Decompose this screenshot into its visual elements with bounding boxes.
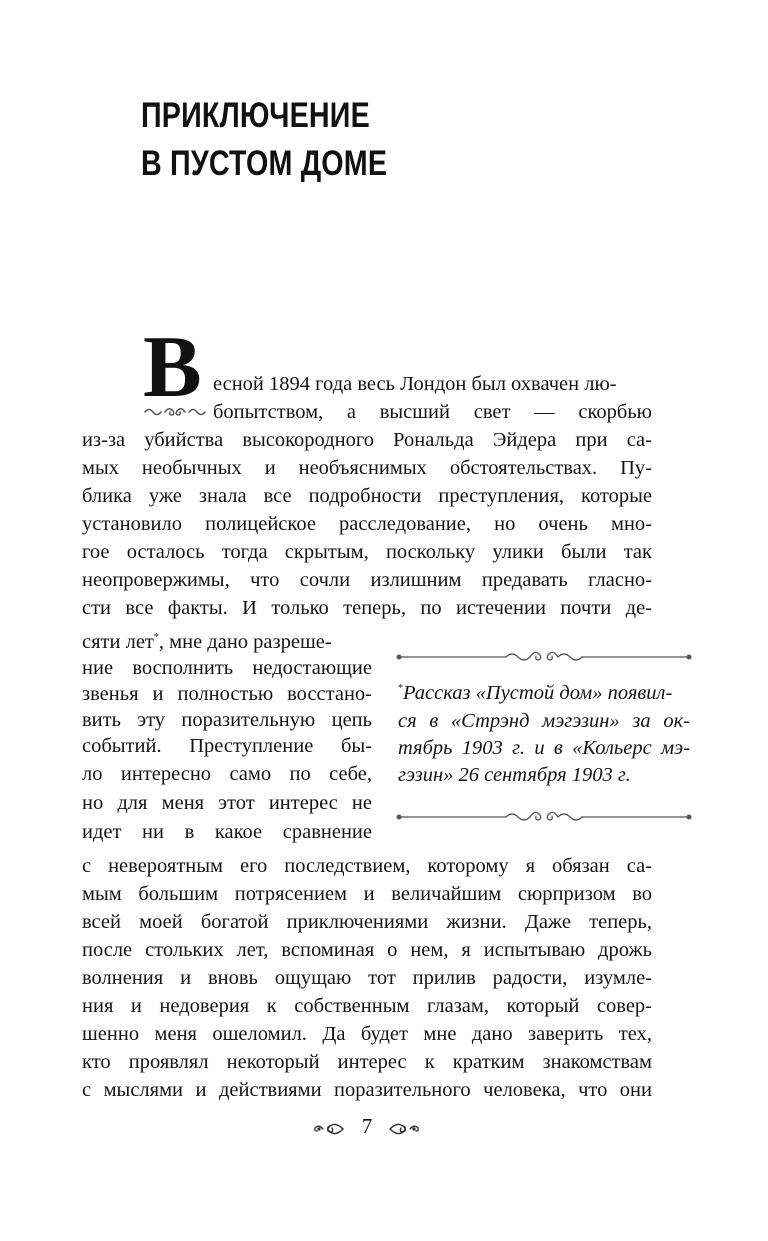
body-line-10 xyxy=(82,629,332,656)
body-line-7: гое осталось тогда скрытым, поскольку улики были так xyxy=(82,541,652,563)
footnote-reference[interactable]: * xyxy=(153,632,159,644)
body-line-19: мым большим потрясением и величайшим сюрпризом во xyxy=(82,883,652,905)
footnote-line-4: гэзин» 26 сентября 1903 г. xyxy=(398,764,631,786)
page-number-right-ornament-icon xyxy=(388,1117,420,1141)
body-line-16: но для меня этот интерес не xyxy=(82,792,372,814)
body-line-13: вить эту поразительную цепь xyxy=(82,709,372,731)
page-number-left-ornament-icon xyxy=(313,1117,345,1141)
body-line-15: ло интересно само по себе, xyxy=(82,763,372,785)
footnote-bottom-rule-ornament-icon xyxy=(396,808,692,826)
chapter-title-line-1: ПРИКЛЮЧЕНИЕ xyxy=(141,96,370,135)
body-line-14: событий. Преступление бы- xyxy=(82,735,372,757)
body-line-25: кто проявлял некоторый интерес к кратким знакомствам xyxy=(82,1051,652,1073)
footnote-marker: * xyxy=(398,683,403,695)
footnote-line-2: ся в «Стрэнд мэгэзин» за ок- xyxy=(398,710,690,732)
body-line-20: всей моей богатой приключениями жизни. Даже теперь, xyxy=(82,911,652,933)
footnote-line-1-text: Рассказ «Пустой дом» появил- xyxy=(403,682,673,704)
body-line-23: ния и недоверия к собственным глазам, который совер- xyxy=(82,995,652,1017)
body-line-10-rest: , мне дано разреше- xyxy=(158,631,332,653)
body-line-17: идет ни в какое сравнение xyxy=(82,821,372,843)
flourish-ornament-icon xyxy=(143,404,207,420)
footnote-line-3: тябрь 1903 г. и в «Кольерс мэ- xyxy=(398,737,690,759)
body-line-22: волнения и вновь ощущаю тот прилив радости, изумле- xyxy=(82,967,652,989)
body-line-12: звенья и полностью восстано- xyxy=(82,683,372,705)
body-line-26: с мыслями и действиями поразительного человека, что они xyxy=(82,1079,652,1101)
body-line-4: мых необычных и необъяснимых обстоятельствах. Пу- xyxy=(82,457,652,479)
chapter-title-line-2: В ПУСТОМ ДОМЕ xyxy=(141,144,388,183)
body-line-21: после стольких лет, вспоминая о нем, я испытываю дрожь xyxy=(82,939,652,961)
page-number: 7 xyxy=(361,1114,373,1138)
footnote-top-rule-ornament-icon xyxy=(396,648,692,666)
body-line-3: из-за убийства высокородного Рональда Эйдера при са- xyxy=(82,429,652,451)
body-line-5: блика уже знала все подробности преступления, которые xyxy=(82,485,652,507)
body-line-6: установило полицейское расследование, но очень мно- xyxy=(82,513,652,535)
body-line-2: бопытством, а высший свет — скорбью xyxy=(213,401,652,423)
body-line-24: шенно меня ошеломил. Да будет мне дано заверить тех, xyxy=(82,1023,652,1045)
body-line-18: с невероятным его последствием, которому я обязан са- xyxy=(82,855,652,877)
body-line-1: есной 1894 года весь Лондон был охвачен лю- xyxy=(213,373,617,395)
body-line-9: сти все факты. И только теперь, по истечении почти де- xyxy=(82,597,652,619)
footnote-line-1 xyxy=(398,680,672,707)
chapter-title xyxy=(141,92,441,188)
body-line-11: ние восполнить недостающие xyxy=(82,657,372,679)
body-line-8: неопровержимы, что сочли излишним предавать гласно- xyxy=(82,569,652,591)
body-line-10-text: сяти лет xyxy=(82,631,154,653)
drop-cap: В xyxy=(143,319,202,416)
